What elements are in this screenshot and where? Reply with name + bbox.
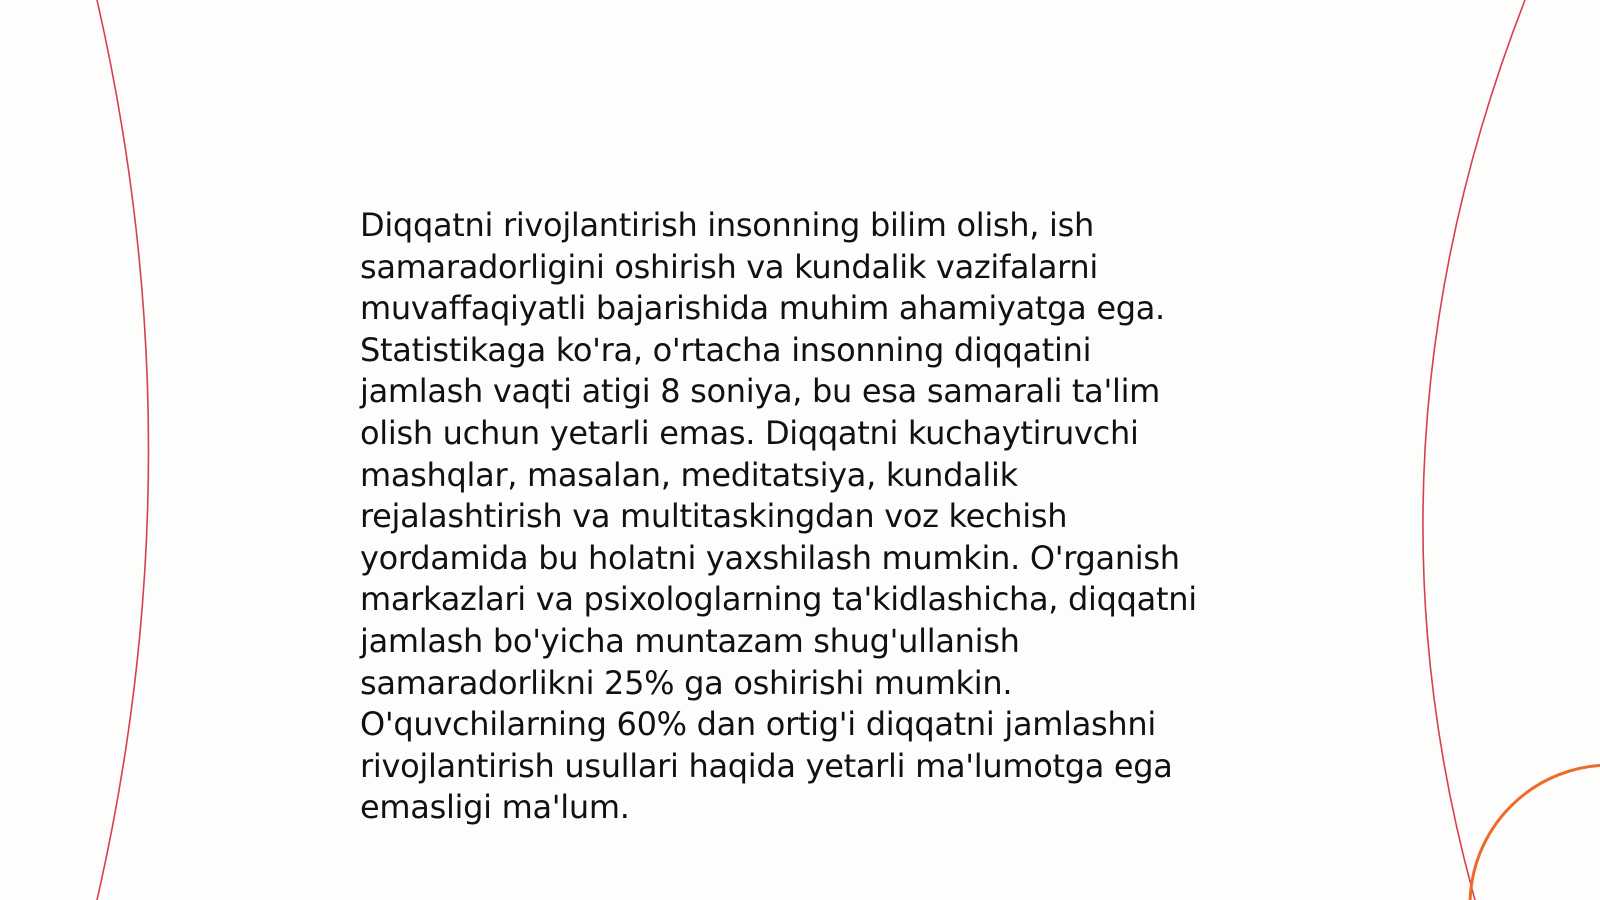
right-red-arc [1423,0,1525,900]
orange-circle-arc [1470,765,1600,900]
slide-body-text: Diqqatni rivojlantirish insonning bilim olish, ish samaradorligini oshirish va kundalik vazifalarni muvaffaqiyatli bajarishida muhim ahamiyatga ega. Statistikaga ko'ra, o'rtacha insonning diqqatini jamlash vaqti atigi 8 soniya, bu esa samarali ta'lim olish uchun yetarli emas. Diqqatni kuchaytiruvchi mashqlar, masalan, meditatsiya, kundalik rejalashtirish va multitaskingdan voz kechish yordamida bu holatni yaxshilash mumkin. O'rganish markazlari va psixologlarning ta'kidlashicha, diqqatni jamlash bo'yicha muntazam shug'ullanish samaradorlikni 25% ga oshirishi mumkin. O'quvchilarning 60% dan ortig'i diqqatni jamlashni rivojlantirish usullari haqida yetarli ma'lumotga ega emasligi ma'lum. [360,206,1197,827]
left-red-arc [97,0,149,900]
